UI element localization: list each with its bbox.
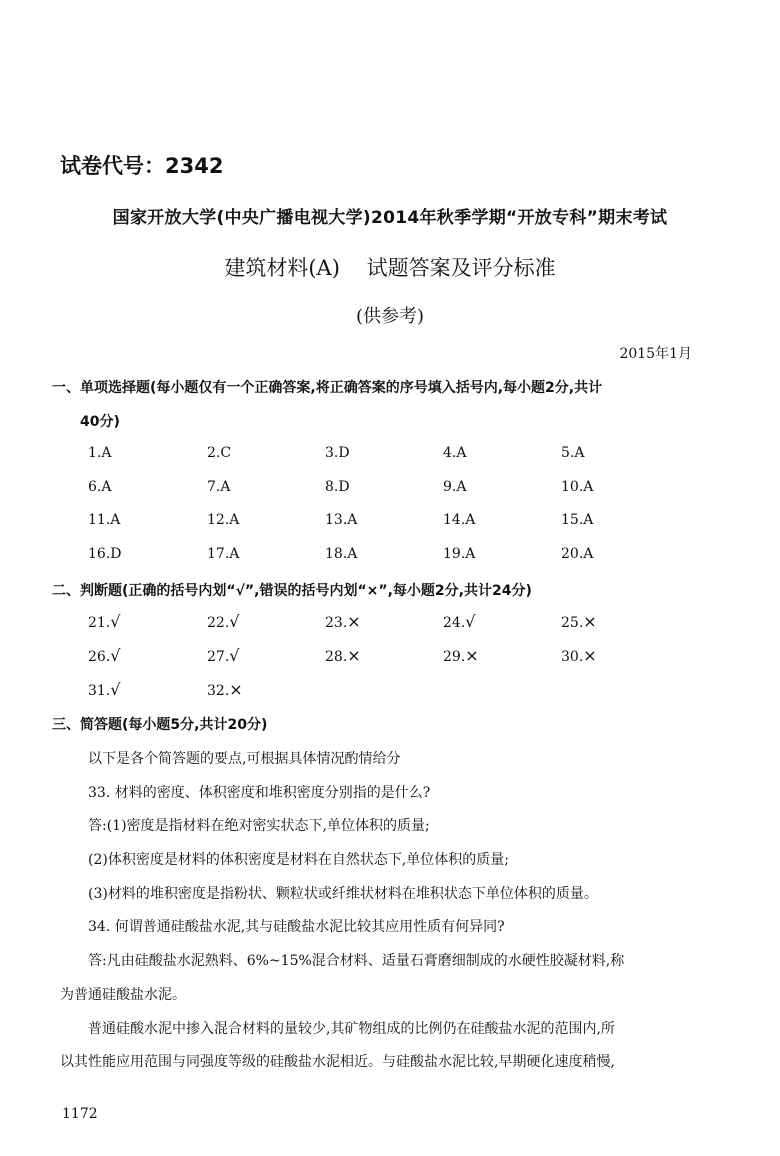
question-34: 34. 何谓普通硅酸盐水泥,其与硅酸盐水泥比较其应用性质有何异同? xyxy=(88,919,505,935)
choice-answer: 2.C xyxy=(207,445,232,461)
judge-answer-number: 27. xyxy=(207,649,230,665)
question-33: 33. 材料的密度、体积密度和堆积密度分别指的是什么? xyxy=(88,785,431,801)
page-number: 1172 xyxy=(62,1106,98,1122)
choice-answer: 13.A xyxy=(325,512,358,528)
choice-answer: 4.A xyxy=(443,445,467,461)
judge-answer-number: 22. xyxy=(207,615,230,631)
judge-answer xyxy=(88,646,120,665)
exam-date: 2015年1月 xyxy=(619,346,692,362)
judge-answer-number: 32. xyxy=(207,683,230,699)
check-mark-icon: √ xyxy=(229,646,240,665)
judge-answer-number: 21. xyxy=(88,615,111,631)
judge-answer xyxy=(88,612,120,631)
choice-answer: 15.A xyxy=(561,512,594,528)
choice-answer: 5.A xyxy=(561,445,585,461)
cross-mark-icon: × xyxy=(583,612,597,631)
choice-answer: 20.A xyxy=(561,546,594,562)
check-mark-icon: √ xyxy=(110,680,121,699)
judge-answer xyxy=(561,646,597,665)
check-mark-icon: √ xyxy=(110,612,121,631)
exam-code: 试卷代号：2342 xyxy=(60,154,224,178)
answer-34-line1: 答:凡由硅酸盐水泥熟料、6%~15%混合材料、适量石膏磨细制成的水硬性胶凝材料,称 xyxy=(88,953,625,969)
section3-heading: 三、简答题(每小题5分,共计20分) xyxy=(52,717,268,733)
answer-33-line2: (2)体积密度是材料的体积密度是材料在自然状态下,单位体积的质量; xyxy=(88,852,509,868)
judge-answer-number: 23. xyxy=(325,615,348,631)
choice-answer: 17.A xyxy=(207,546,240,562)
answer-34-line2: 为普通硅酸盐水泥。 xyxy=(60,987,186,1003)
judge-answer-number: 24. xyxy=(443,615,466,631)
choice-answer: 12.A xyxy=(207,512,240,528)
choice-answer: 9.A xyxy=(443,479,467,495)
judge-answer-number: 31. xyxy=(88,683,111,699)
choice-answer: 11.A xyxy=(88,512,121,528)
check-mark-icon: √ xyxy=(465,612,476,631)
cross-mark-icon: × xyxy=(583,646,597,665)
choice-answer: 10.A xyxy=(561,479,594,495)
section2-heading: 二、判断题(正确的括号内划“√”,错误的括号内划“×”,每小题2分,共计24分) xyxy=(52,583,532,599)
cross-mark-icon: × xyxy=(229,680,243,699)
check-mark-icon: √ xyxy=(110,646,121,665)
choice-answer: 14.A xyxy=(443,512,476,528)
choice-answer: 19.A xyxy=(443,546,476,562)
choice-answer: 3.D xyxy=(325,445,350,461)
answer-33-line3: (3)材料的堆积密度是指粉状、颗粒状或纤维状材料在堆积状态下单位体积的质量。 xyxy=(88,886,598,902)
subject-title: 建筑材料(A) 试题答案及评分标准 xyxy=(224,256,556,280)
section3-intro: 以下是各个简答题的要点,可根据具体情况酌情给分 xyxy=(88,751,401,767)
judge-answer xyxy=(325,612,361,631)
judge-answer xyxy=(325,646,361,665)
judge-answer-number: 26. xyxy=(88,649,111,665)
choice-answer: 7.A xyxy=(207,479,231,495)
section1-heading-cont: 40分) xyxy=(80,414,120,430)
judge-answer xyxy=(207,680,243,699)
judge-answer-number: 29. xyxy=(443,649,466,665)
choice-answer: 16.D xyxy=(88,546,122,562)
judge-answer xyxy=(561,612,597,631)
choice-answer: 1.A xyxy=(88,445,112,461)
choice-answer: 6.A xyxy=(88,479,112,495)
judge-answer-number: 25. xyxy=(561,615,584,631)
exam-title: 国家开放大学(中央广播电视大学)2014年秋季学期“开放专科”期末考试 xyxy=(112,208,668,228)
section1-heading: 一、单项选择题(每小题仅有一个正确答案,将正确答案的序号填入括号内,每小题2分,共计 xyxy=(52,380,603,396)
answer-33-line1: 答:(1)密度是指材料在绝对密实状态下,单位体积的质量; xyxy=(88,818,430,834)
cross-mark-icon: × xyxy=(347,646,361,665)
judge-answer-number: 28. xyxy=(325,649,348,665)
judge-answer xyxy=(207,646,239,665)
answer-34-line3: 普通硅酸水泥中掺入混合材料的量较少,其矿物组成的比例仍在硅酸盐水泥的范围内,所 xyxy=(88,1021,615,1037)
reference-note: (供参考) xyxy=(355,306,425,327)
choice-answer: 8.D xyxy=(325,479,350,495)
judge-answer xyxy=(443,646,479,665)
judge-answer xyxy=(88,680,120,699)
judge-answer xyxy=(207,612,239,631)
check-mark-icon: √ xyxy=(229,612,240,631)
answer-34-line4: 以其性能应用范围与同强度等级的硅酸盐水泥相近。与硅酸盐水泥比较,早期硬化速度稍慢, xyxy=(60,1054,615,1070)
choice-answer: 18.A xyxy=(325,546,358,562)
cross-mark-icon: × xyxy=(347,612,361,631)
cross-mark-icon: × xyxy=(465,646,479,665)
judge-answer-number: 30. xyxy=(561,649,584,665)
judge-answer xyxy=(443,612,475,631)
